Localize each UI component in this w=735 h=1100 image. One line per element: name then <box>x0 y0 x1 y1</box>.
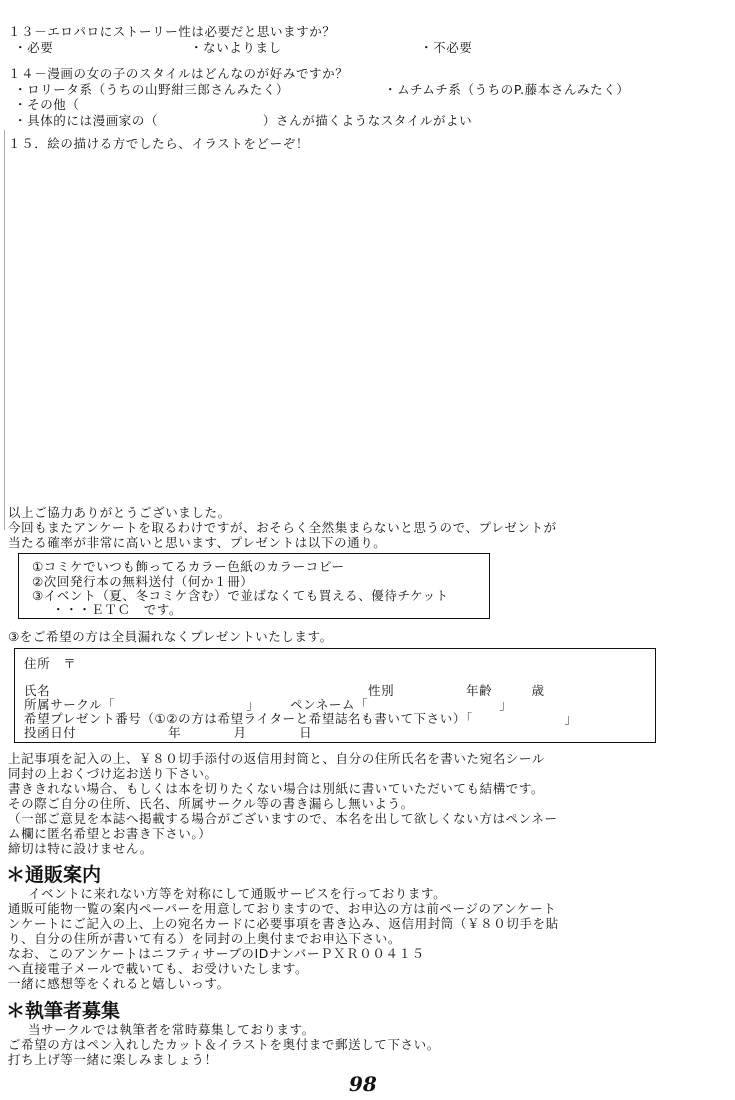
mail-order-line: 通販可能物一覧の案内ペーパーを用意しておりますので、お申込の方は前ページのアンケート <box>8 901 557 916</box>
instruction-line: その際ご自分の住所、氏名、所属サークル等の書き漏らし無いよう。 <box>8 796 414 811</box>
form-name: 氏名 <box>24 683 51 698</box>
page-edge-shadow <box>4 130 5 530</box>
q14-option-specific-artist: ・具体的には漫画家の（ ）さんが描くようなスタイルがよい <box>14 113 473 128</box>
instruction-line: 同封の上おくづけ迄お送り下さい。 <box>8 766 218 781</box>
mail-order-line: イベントに来れない方等を対称にして通販サービスを行っております。 <box>28 886 447 901</box>
question-15: １５．絵の描ける方でしたら、イラストをどーぞ！ <box>8 136 309 151</box>
q14-option-lolita: ・ロリータ系（うちの山野紺三郎さんみたく） <box>14 82 290 97</box>
instruction-line: 上記事項を記入の上、￥８０切手添付の返信用封筒と、自分の住所氏名を書いた宛名シール <box>8 751 545 766</box>
question-14: １４－漫画の女の子のスタイルはどんなのが好みですか？ <box>8 66 349 81</box>
writers-line: 当サークルでは執筆者を常時募集しております。 <box>28 1022 315 1037</box>
instruction-line: （一部ご意見を本誌へ掲載する場合がございますので、本名を出して欲しくない方はペンネー <box>8 811 558 826</box>
writers-line: ご希望の方はペン入れしたカット＆イラストを奥付まで郵送して下さい。 <box>8 1037 440 1052</box>
instruction-line: 締切は特に設けません。 <box>8 841 153 856</box>
q13-option-better-than-none: ・ないよりまし <box>190 40 282 55</box>
form-address: 住所 〒 <box>24 656 77 671</box>
thanks-line-3: 当たる確率が非常に高いと思います、プレゼントは以下の通り。 <box>8 535 387 550</box>
mail-order-line: ンケートにご記入の上、上の宛名カードに必要事項を書き込み、返信用封筒（￥８０切手を貼 <box>8 916 559 931</box>
page-number: 98 <box>349 1072 377 1096</box>
form-date: 投函日付 年 月 日 <box>24 725 313 740</box>
form-penname: ペンネーム「 」 <box>290 697 513 712</box>
mail-order-line: り、自分の住所が書いて有る）を同封の上奥付までお申込下さい。 <box>8 931 402 946</box>
instruction-line: 書ききれない場合、もしくは本を切りたくない場合は別紙に書いていただいても結構です。 <box>8 781 545 796</box>
form-circle: 所属サークル「 」 <box>24 697 260 712</box>
q13-option-unnecessary: ・不必要 <box>420 40 473 55</box>
thanks-line-2: 今回もまたアンケートを取るわけですが、おそらく全然集まらないと思うので、プレゼントが <box>8 520 557 535</box>
present-item-1: ①コミケでいつも飾ってるカラー色紙のカラーコピー <box>32 559 345 574</box>
present-note: ③をご希望の方は全員漏れなくプレゼントいたします。 <box>8 629 333 644</box>
thanks-line-1: 以上ご協力ありがとうございました。 <box>8 505 231 520</box>
q13-option-necessary: ・必要 <box>14 40 54 55</box>
q14-option-other: ・その他（ <box>14 97 80 112</box>
form-present-number: 希望プレゼント番号（①②の方は希望ライターと希望誌名も書いて下さい）「 」 <box>24 711 578 726</box>
writers-wanted-heading: ＊執筆者募集 <box>6 1000 121 1022</box>
mail-order-heading: ＊通販案内 <box>6 864 102 886</box>
writers-line: 打ち上げ等一緒に楽しみましょう！ <box>8 1052 218 1067</box>
present-item-2: ②次回発行本の無料送付（何か１冊） <box>32 574 254 589</box>
present-item-3: ③イベント（夏、冬コミケ含む）で並ばなくても買える、優待チケット <box>32 588 449 603</box>
mail-order-line: なお、このアンケートはニフティサーブのIDナンバーＰＸＲ００４１５ <box>8 946 425 961</box>
mail-order-line: へ直接電子メールで載いても、お受けいたします。 <box>8 961 309 976</box>
question-13: １３－エロパロにストーリー性は必要だと思いますか？ <box>8 24 336 39</box>
form-age: 年齢 歳 <box>466 683 545 698</box>
mail-order-line: 一緒に感想等をくれると嬉しいっす。 <box>8 976 230 991</box>
form-gender: 性別 <box>368 683 395 698</box>
present-item-etc: ・・・ＥＴＣ です。 <box>52 602 183 617</box>
q14-option-muchimuchi: ・ムチムチ系（うちのP.藤本さんみたく） <box>384 82 630 97</box>
instruction-line: ム欄に匿名希望とお書き下さい。） <box>8 826 212 841</box>
